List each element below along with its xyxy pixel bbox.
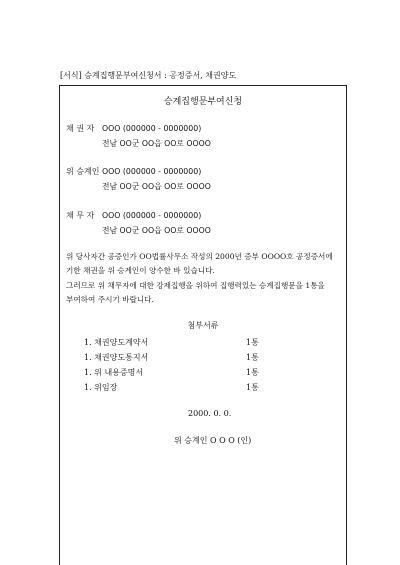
document-frame (59, 85, 347, 565)
attachment-qty: 1통 (246, 338, 259, 347)
debtor-address: 전남 OO군 OO읍 OO로 OOOO (102, 226, 211, 235)
successor-label: 위 승계인 (66, 167, 100, 176)
body-line-2: 기한 채권을 위 승계인이 양수한 바 있습니다. (66, 266, 215, 275)
body-line-3: 그러므로 위 채무자에 대한 강제집행을 위하여 집행력있는 승계집행문을 1통을 (66, 281, 325, 290)
debtor-label: 채 무 자 (66, 211, 95, 220)
successor-address: 전남 OO군 OO읍 OO로 OOOO (102, 182, 211, 191)
body-line-4: 부여하여 주시기 바랍니다. (66, 295, 154, 304)
attachment-name: 1. 위임장 (84, 383, 118, 392)
successor-name: OOO (000000 - 0000000) (102, 167, 202, 176)
attachment-name: 1. 채권양도계약서 (84, 338, 149, 347)
document-title: 승계집행문부여신청 (163, 97, 243, 107)
creditor-label: 채 권 자 (66, 124, 95, 133)
creditor-address: 전남 OO군 OO읍 OO로 OOOO (102, 139, 211, 148)
signature-line: 위 승계인 O O O (인) (174, 436, 252, 445)
body-line-1: 위 당사자간 공증인가 OO법률사무소 작성의 2000년 증부 OOOO호 공정증서에 (66, 252, 333, 261)
attachment-name: 1. 채권양도통지서 (84, 353, 149, 362)
debtor-name: OOO (000000 - 0000000) (102, 211, 202, 220)
creditor-name: OOO (000000 - 0000000) (102, 124, 202, 133)
attachment-qty: 1통 (246, 353, 259, 362)
document-date: 2000. 0. 0. (188, 409, 232, 418)
page-heading: [서식] 승계집행문부여신청서 : 공정증서, 채권양도 (60, 71, 237, 80)
attachment-qty: 1통 (246, 383, 259, 392)
attachments-title: 첨부서류 (187, 321, 219, 330)
attachment-qty: 1통 (246, 368, 259, 377)
attachment-name: 1. 위 내용증명서 (84, 368, 144, 377)
